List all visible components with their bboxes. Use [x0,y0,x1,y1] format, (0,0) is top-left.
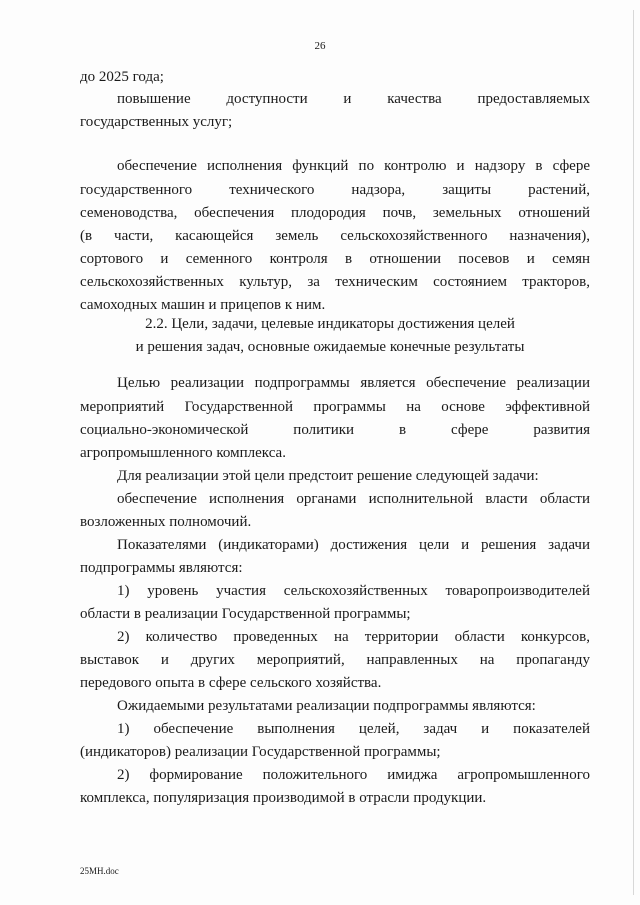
text-line: (в части, касающейся земель сельскохозяйственного назначения), [80,228,590,244]
page-number: 26 [314,40,326,52]
text-line: области в реализации Государственной программы; [80,606,411,622]
text-line: сортового и семенного контроля в отношении посевов и семян [80,251,590,267]
text-line: сельскохозяйственных культур, за техническим состоянием тракторов, [80,274,590,290]
text-line: обеспечение исполнения функций по контролю и надзору в сфере [117,158,590,174]
text-line: (индикаторов) реализации Государственной программы; [80,744,441,760]
text-line: 2) количество проведенных на территории области конкурсов, [117,629,590,645]
text-line: передового опыта в сфере сельского хозяйства. [80,675,382,691]
text-line: Для реализации этой цели предстоит решение следующей задачи: [117,468,539,484]
section-heading-line: 2.2. Цели, задачи, целевые индикаторы достижения целей [145,316,515,332]
text-line: мероприятий Государственной программы на основе эффективной [80,399,590,415]
text-line: 2) формирование положительного имиджа агропромышленного [117,767,590,783]
text-line: Ожидаемыми результатами реализации подпрограммы являются: [117,698,536,714]
text-line: социально-экономической политики в сфере развития [80,422,590,438]
text-line: комплекса, популяризация производимой в отрасли продукции. [80,790,487,806]
scan-edge [633,10,634,895]
text-line: подпрограммы являются: [80,560,243,576]
text-line: выставок и других мероприятий, направленных на пропаганду [80,652,590,668]
text-line: государственных услуг; [80,114,233,130]
text-line: агропромышленного комплекса. [80,445,286,461]
text-line: повышение доступности и качества предоставляемых [117,91,590,107]
text-line: обеспечение исполнения органами исполнительной власти области [117,491,590,507]
footer-filename: 25МН.doc [80,866,119,876]
text-line: самоходных машин и прицепов к ним. [80,297,326,313]
text-line: 1) обеспечение выполнения целей, задач и показателей [117,721,590,737]
text-line: Показателями (индикаторами) достижения цели и решения задачи [117,537,590,553]
text-line: возложенных полномочий. [80,514,252,530]
text-line: семеноводства, обеспечения плодородия почв, земельных отношений [80,205,590,221]
section-heading-line: и решения задач, основные ожидаемые конечные результаты [135,339,525,355]
text-line: государственного технического надзора, защиты растений, [80,182,590,198]
text-line: 1) уровень участия сельскохозяйственных товаропроизводителей [117,583,590,599]
text-line: Целью реализации подпрограммы является обеспечение реализации [117,375,590,391]
text-line: до 2025 года; [80,69,164,85]
